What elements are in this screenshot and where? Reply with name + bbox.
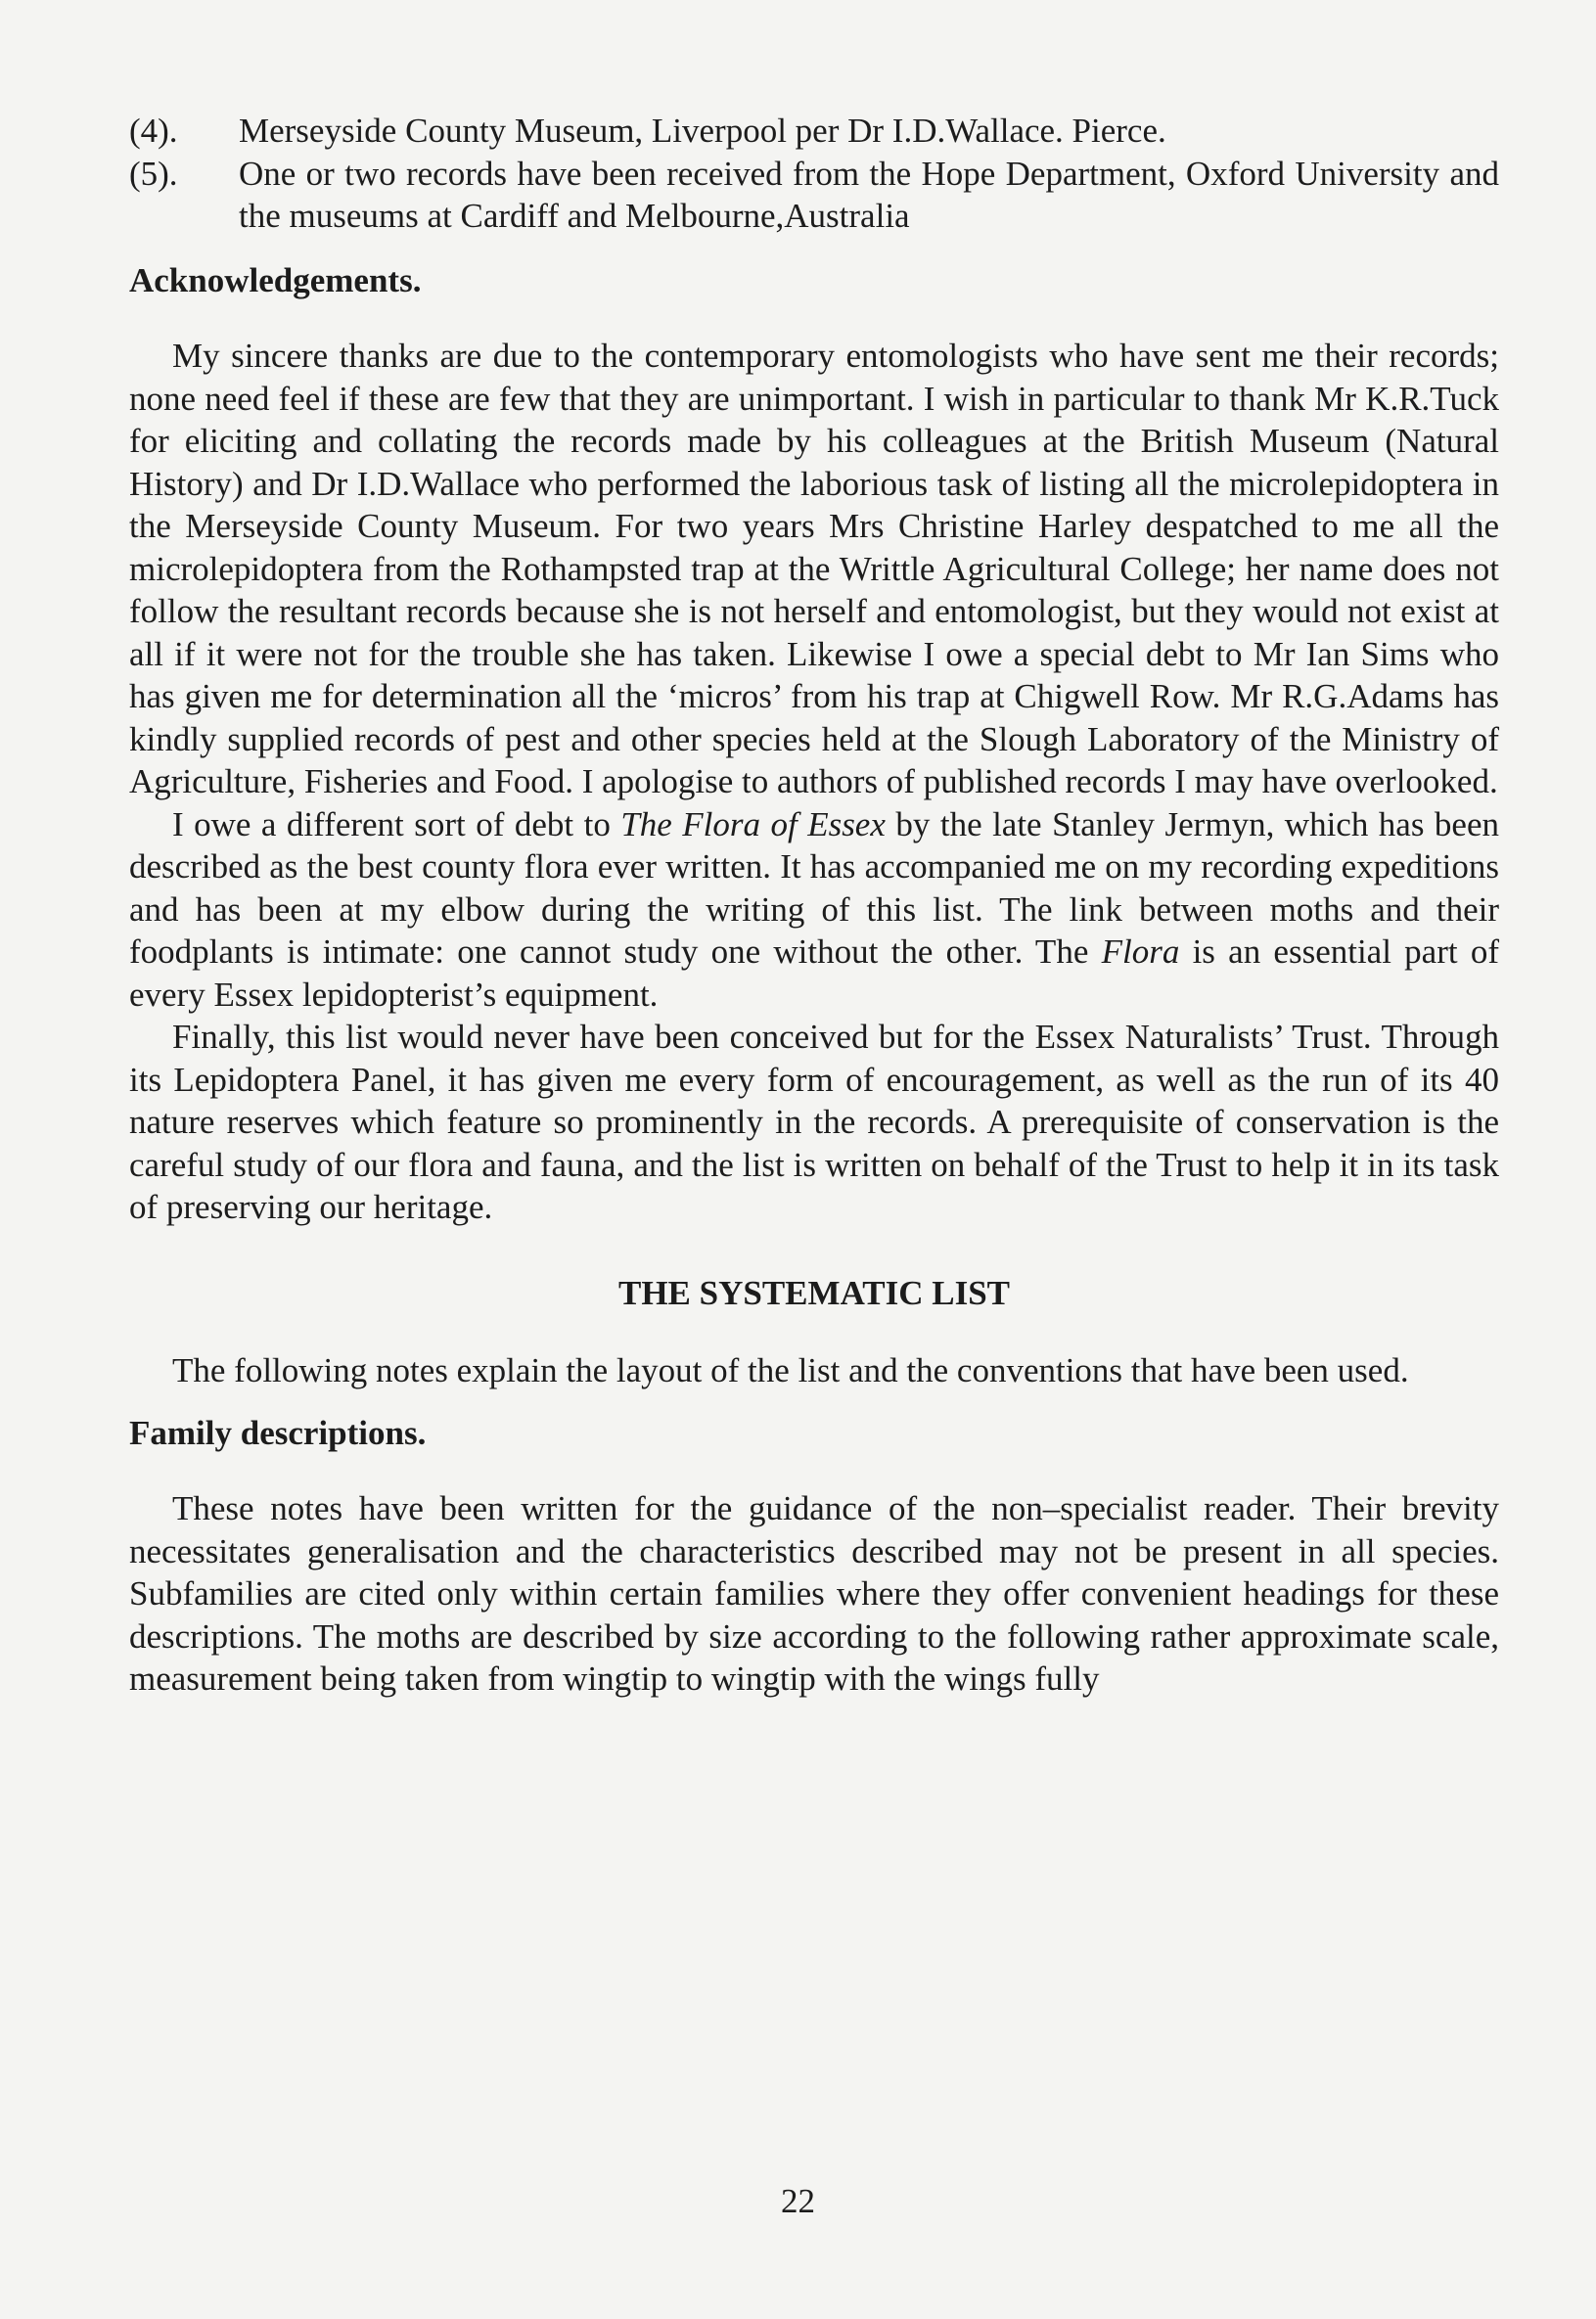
reference-text: Merseyside County Museum, Liverpool per Dr I.D.Wallace. Pierce. — [239, 112, 1166, 150]
reference-text: One or two records have been received from the Hope Department, Oxford University and the museums at Cardiff and Melbourne,Australia — [239, 154, 1499, 235]
flora-text-after: is an essential part of every Essex lepidopterist’s equipment. — [129, 932, 1499, 1014]
page-content — [129, 110, 1499, 1701]
flora-word: Flora — [1101, 932, 1180, 971]
reference-item-4 — [129, 110, 1499, 153]
reference-item-5 — [129, 153, 1499, 238]
final-paragraph: Finally, this list would never have been conceived but for the Essex Naturalists’ Trust. Through its Lepidoptera Panel, it has given me every form of encouragement, as well as the run of its 40 nature reserves which feature so prominently in the records. A prerequisite of conservation is the careful study of our flora and fauna, and the list is written on behalf of the Trust to help it in its task of preserving our heritage. — [129, 1018, 1499, 1226]
flora-text-before: I owe a different sort of debt to — [172, 804, 621, 843]
systematic-list-intro: The following notes explain the layout of the list and the conventions that have been used. — [172, 1351, 1409, 1389]
acknowledgements-heading: Acknowledgements. — [129, 260, 422, 299]
acknowledgements-paragraph: My sincere thanks are due to the contemporary entomologists who have sent me their records; none need feel if these are few that they are unimportant. I wish in particular to thank Mr K.R.Tuck for eliciting and collating the records made by his colleagues at the British Museum (Natural History) and Dr I.D.Wallace who performed the laborious task of listing all the microlepidoptera in the Merseyside County Museum. For two years Mrs Christine Harley despatched to me all the microlepidoptera from the Rothampsted trap at the Writtle Agricultural College; her name does not follow the resultant records because she is not herself and entomologist, but they would not exist at all if it were not for the trouble she has taken. Likewise I owe a special debt to Mr Ian Sims who has given me for determination all the ‘micros’ from his trap at Chigwell Row. Mr R.G.Adams has kindly supplied records of pest and other species held at the Slough Laboratory of the Ministry of Agriculture, Fisheries and Food. I apologise to authors of published records I may have overlooked. — [129, 337, 1499, 800]
reference-number: (4). — [129, 112, 178, 150]
page-number: 22 — [781, 2182, 815, 2220]
family-descriptions-heading: Family descriptions. — [129, 1413, 427, 1452]
reference-number: (5). — [129, 154, 178, 193]
family-descriptions-paragraph: These notes have been written for the guidance of the non–specialist reader. Their brevity necessitates generalisation and the characteristics described may not be present in all species. Subfamilies are cited only within certain families where they offer convenient headings for these descriptions. The moths are described by size according to the following rather approximate scale, measurement being taken from wingtip to wingtip with the wings fully — [129, 1489, 1499, 1698]
flora-book-title: The Flora of Essex — [620, 804, 886, 843]
systematic-list-heading: THE SYSTEMATIC LIST — [617, 1273, 1011, 1312]
flora-text-middle: by the late Stanley Jermyn, which has been described as the best county flora ever written. It has accompanied me on my recording expeditions and has been at my elbow during the writing of this list. The link between moths and their foodplants is intimate: one cannot study one without the other. The — [129, 804, 1500, 971]
flora-paragraph — [129, 803, 1499, 1017]
